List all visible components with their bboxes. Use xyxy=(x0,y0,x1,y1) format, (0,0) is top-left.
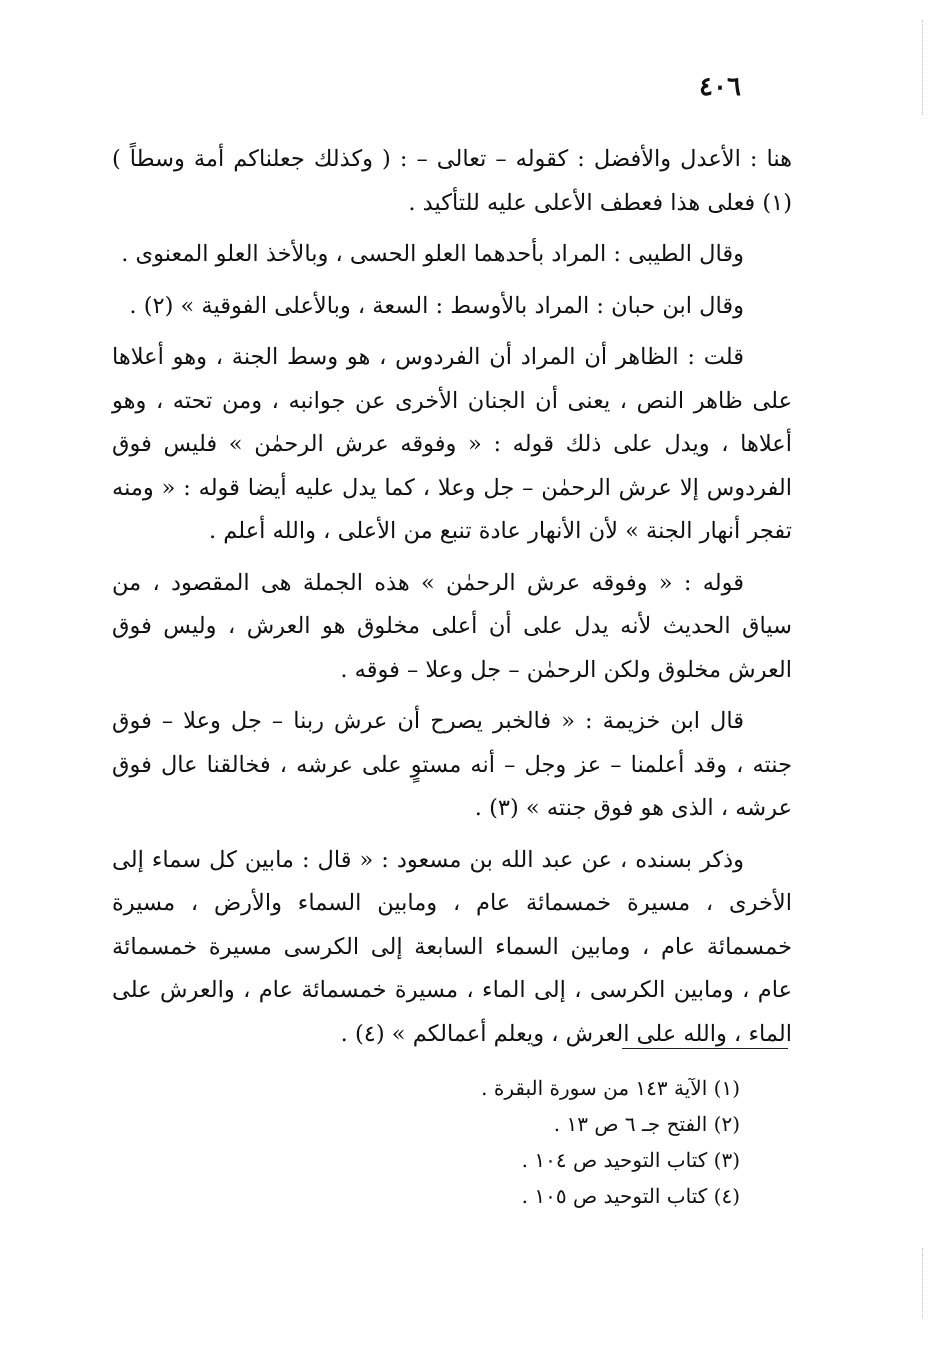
scan-edge-mark-bottom xyxy=(922,1248,923,1318)
footnote-1: (١) الآية ١٤٣ من سورة البقرة . xyxy=(481,1076,740,1100)
paragraph-6: قال ابن خزيمة : « فالخبر يصرح أن عرش ربنا – جل وعلا – فوق جنته ، وقد أعلمنا – عز وجل – أنه مستوٍ على عرشه ، فخالقنا عال فوق عرشه ، الذى هو فوق جنته » (٣) . xyxy=(112,708,792,821)
footnote-separator xyxy=(622,1048,788,1049)
scan-edge-mark-top xyxy=(922,20,923,115)
footnotes xyxy=(330,1070,740,1214)
page-number: ٤٠٦ xyxy=(699,72,741,102)
paragraph-4: قلت : الظاهر أن المراد أن الفردوس ، هو وسط الجنة ، وهو أعلاها على ظاهر النص ، يعنى أن الجنان الأخرى عن جوانبه ، ومن تحته ، وهو أعلاها ، ويدل على ذلك قوله : « وفوقه عرش الرحمٰن » فليس فوق الفردوس إلا عرش الرحمٰن – جل وعلا ، كما يدل عليه أيضا قوله : « ومنه تفجر أنهار الجنة » لأن الأنهار عادة تنبع من الأعلى ، والله أعلم . xyxy=(112,344,792,544)
paragraph-2: وقال الطيبى : المراد بأحدهما العلو الحسى ، وبالأخذ العلو المعنوى . xyxy=(121,241,744,267)
paragraph-3: وقال ابن حبان : المراد بالأوسط : السعة ، وبالأعلى الفوقية » (٢) . xyxy=(129,292,744,319)
paragraph-1: هنا : الأعدل والأفضل : كقوله – تعالى – : ( وكذلك جعلناكم أمة وسطاً ) (١) فعلى هذا فعطف الأعلى عليه للتأكيد . xyxy=(112,146,792,216)
body-text xyxy=(112,138,792,1064)
paragraph-5: قوله : « وفوقه عرش الرحمٰن » هذه الجملة هى المقصود ، من سياق الحديث لأنه يدل على أن أعلى مخلوق هو العرش ، وليس فوق العرش مخلوق ولكن الرحمٰن – جل وعلا – فوقه . xyxy=(112,569,792,683)
paragraph-7: وذكر بسنده ، عن عبد الله بن مسعود : « قال : مابين كل سماء إلى الأخرى ، مسيرة خمسمائة عام ، ومابين السماء والأرض ، مسيرة خمسمائة عام ، ومابين السماء السابعة إلى الكرسى مسيرة خمسمائة عام ، ومابين الكرسى ، إلى الماء ، مسيرة خمسمائة عام ، والعرش على الماء ، والله على العرش ، ويعلم أعمالكم » (٤) . xyxy=(112,846,792,1047)
footnote-4: (٤) كتاب التوحيد ص ١٠٥ . xyxy=(521,1184,740,1208)
footnote-3: (٣) كتاب التوحيد ص ١٠٤ . xyxy=(521,1148,740,1172)
footnote-2: (٢) الفتح جـ ٦ ص ١٣ . xyxy=(553,1112,740,1136)
